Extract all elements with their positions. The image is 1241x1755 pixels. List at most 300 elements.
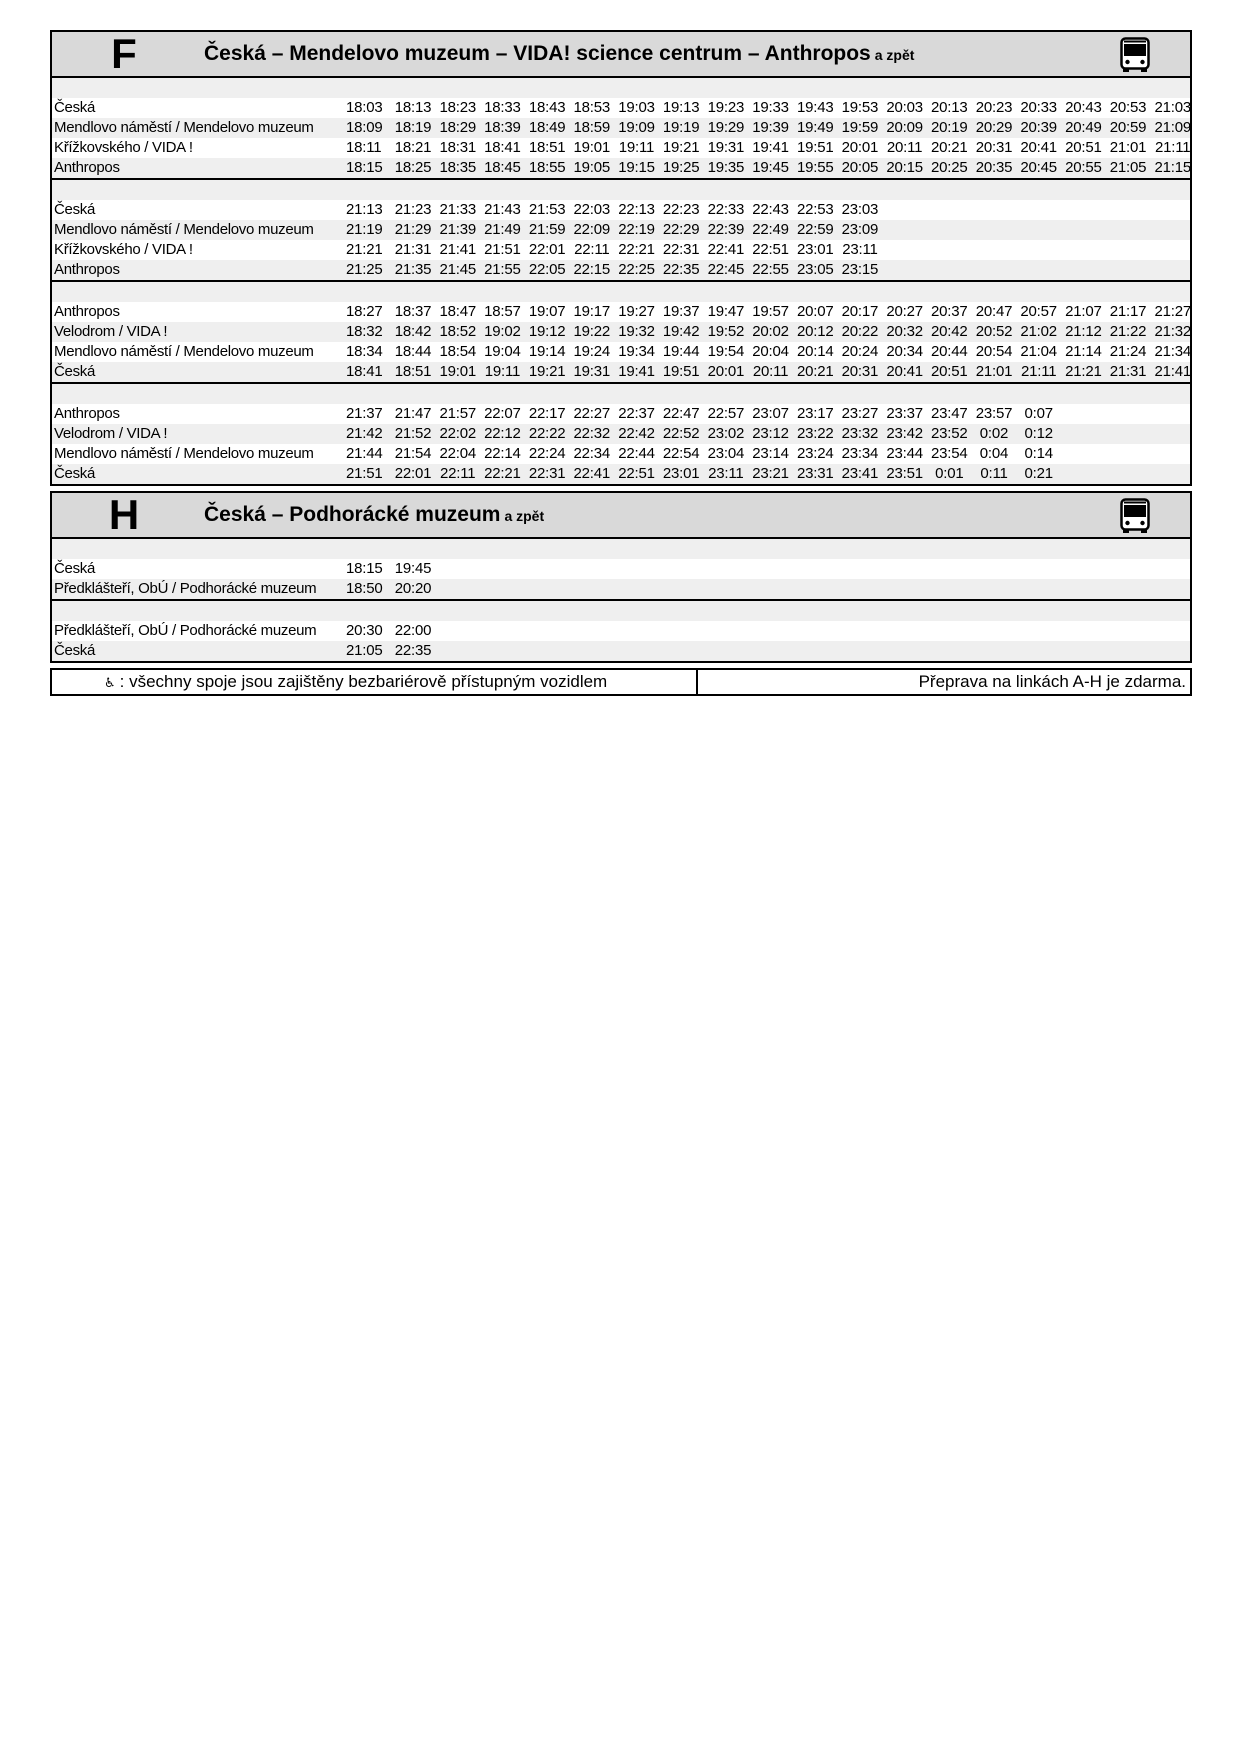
table-row (52, 118, 1190, 138)
departure-time: 20:30 (346, 622, 383, 639)
departure-time: 22:01 (528, 241, 566, 258)
departure-time: 22:51 (618, 465, 655, 482)
departure-time: 18:03 (346, 99, 383, 116)
departure-time: 20:15 (886, 159, 923, 176)
departure-time: 22:03 (573, 201, 611, 218)
departure-time: 18:54 (439, 343, 476, 360)
departure-time: 22:59 (796, 221, 834, 238)
departure-time: 21:41 (439, 241, 476, 258)
departure-time: 20:41 (1020, 139, 1057, 156)
departure-time: 21:31 (1109, 363, 1147, 380)
departure-time: 18:49 (528, 119, 566, 136)
section-spacer (52, 78, 1190, 98)
departure-time: 18:51 (394, 363, 432, 380)
departure-time: 0:04 (979, 445, 1009, 462)
departure-time: 21:42 (346, 425, 383, 442)
departure-time: 0:11 (980, 465, 1008, 482)
departure-time: 19:11 (484, 363, 521, 380)
departure-time: 20:14 (796, 343, 834, 360)
departure-time: 20:21 (796, 363, 834, 380)
stop-name: Česká (54, 560, 96, 577)
departure-time: 23:07 (752, 405, 789, 422)
departure-time: 19:34 (618, 343, 655, 360)
departure-time: 21:21 (346, 241, 383, 258)
departure-time: 18:32 (346, 323, 383, 340)
departure-time: 21:02 (1020, 323, 1057, 340)
departure-time: 23:32 (841, 425, 879, 442)
departure-time: 19:35 (707, 159, 745, 176)
stop-name: Velodrom / VIDA ! (54, 323, 168, 340)
departure-time: 21:57 (439, 405, 476, 422)
departure-time: 23:01 (796, 241, 834, 258)
section-spacer (52, 282, 1190, 302)
table-row (52, 444, 1190, 464)
departure-time: 21:44 (346, 445, 383, 462)
departure-time: 21:47 (394, 405, 432, 422)
line-title (204, 32, 914, 77)
line-header (52, 493, 1190, 539)
departure-time: 20:49 (1065, 119, 1102, 136)
departure-time: 23:27 (841, 405, 879, 422)
departure-time: 22:00 (394, 622, 432, 639)
departure-time: 18:29 (439, 119, 476, 136)
table-row (52, 362, 1190, 382)
departure-time: 19:17 (573, 303, 611, 320)
departure-time: 18:21 (394, 139, 432, 156)
departure-time: 21:23 (394, 201, 432, 218)
departure-time: 20:04 (752, 343, 789, 360)
departure-time: 21:33 (439, 201, 476, 218)
departure-time: 0:21 (1024, 465, 1053, 482)
departure-time: 22:14 (484, 445, 521, 462)
departure-time: 19:25 (662, 159, 700, 176)
departure-time: 20:19 (931, 119, 968, 136)
accessibility-note-text: : všechny spoje jsou zajištěny bezbariérově přístupným vozidlem (119, 672, 608, 691)
departure-times (346, 158, 1195, 178)
departure-time: 18:47 (439, 303, 476, 320)
departure-time: 21:04 (1020, 343, 1057, 360)
departure-time: 18:53 (573, 99, 611, 116)
departure-time: 22:45 (707, 261, 745, 278)
departure-time: 19:22 (573, 323, 611, 340)
departure-time: 20:42 (931, 323, 968, 340)
departure-time: 18:27 (346, 303, 383, 320)
departure-time: 19:19 (662, 119, 700, 136)
departure-time: 21:11 (1020, 363, 1057, 380)
departure-times (346, 559, 1190, 579)
departure-time: 19:55 (796, 159, 834, 176)
departure-time: 20:11 (752, 363, 789, 380)
departure-time: 18:33 (484, 99, 521, 116)
stop-name: Předklášteří, ObÚ / Podhorácké muzeum (54, 580, 317, 597)
departure-time: 20:03 (886, 99, 923, 116)
departure-time: 19:21 (662, 139, 700, 156)
departure-time: 20:25 (931, 159, 968, 176)
departure-time: 22:27 (573, 405, 611, 422)
line-return-note: a zpět (874, 47, 915, 63)
departure-time: 18:42 (394, 323, 432, 340)
departure-time: 21:59 (528, 221, 566, 238)
departure-time: 19:51 (662, 363, 700, 380)
departure-time: 20:13 (931, 99, 968, 116)
departure-times (346, 362, 1195, 382)
departure-time: 19:01 (439, 363, 476, 380)
departure-time: 20:34 (886, 343, 923, 360)
departure-time: 21:25 (346, 261, 383, 278)
departure-time: 19:31 (707, 139, 745, 156)
departure-time: 19:54 (707, 343, 745, 360)
departure-time: 18:15 (346, 560, 383, 577)
departure-time: 21:09 (1154, 119, 1191, 136)
departure-time: 21:19 (346, 221, 383, 238)
departure-time: 21:29 (394, 221, 432, 238)
departure-time: 22:21 (618, 241, 655, 258)
line-block-h (50, 491, 1192, 663)
departure-time: 19:52 (707, 323, 745, 340)
departure-times (346, 342, 1195, 362)
departure-time: 22:19 (618, 221, 655, 238)
departure-time: 23:14 (752, 445, 789, 462)
departure-time: 22:53 (796, 201, 834, 218)
departure-time: 18:52 (439, 323, 476, 340)
departure-time: 19:41 (752, 139, 789, 156)
departure-time: 18:50 (346, 580, 383, 597)
departure-time: 18:34 (346, 343, 383, 360)
line-title (204, 493, 544, 538)
departure-time: 18:25 (394, 159, 432, 176)
departure-time: 19:12 (528, 323, 566, 340)
departure-time: 19:31 (573, 363, 611, 380)
timetable-footer (50, 668, 1192, 696)
departure-time: 18:39 (484, 119, 521, 136)
departure-time: 18:41 (346, 363, 383, 380)
line-block-f (50, 30, 1192, 486)
stop-name: Česká (54, 465, 96, 482)
departure-time: 20:12 (796, 323, 834, 340)
departure-time: 20:45 (1020, 159, 1057, 176)
departure-time: 21:22 (1109, 323, 1147, 340)
stop-name: Mendlovo náměstí / Mendelovo muzeum (54, 343, 314, 360)
departure-time: 21:03 (1154, 99, 1191, 116)
departure-time: 19:32 (618, 323, 655, 340)
departure-time: 22:34 (573, 445, 611, 462)
stop-name: Křížkovského / VIDA ! (54, 241, 193, 258)
departure-time: 22:41 (573, 465, 611, 482)
stop-name: Česká (54, 642, 96, 659)
departure-time: 22:54 (662, 445, 700, 462)
departure-time: 21:34 (1154, 343, 1191, 360)
departure-time: 20:31 (841, 363, 879, 380)
section-spacer (52, 384, 1190, 404)
departure-time: 21:51 (484, 241, 521, 258)
departure-time: 23:11 (842, 241, 878, 258)
departure-time: 19:02 (484, 323, 521, 340)
departure-times (346, 621, 1190, 641)
departure-time: 18:37 (394, 303, 432, 320)
departure-time: 22:15 (573, 261, 611, 278)
departure-times (346, 302, 1195, 322)
departure-time: 23:51 (886, 465, 923, 482)
line-route: Česká – Mendelovo muzeum – VIDA! science centrum – Anthropos (204, 42, 871, 65)
departure-time: 20:21 (931, 139, 968, 156)
departure-time: 20:53 (1109, 99, 1147, 116)
departure-time: 20:02 (752, 323, 789, 340)
stop-name: Mendlovo náměstí / Mendelovo muzeum (54, 119, 314, 136)
departure-time: 19:29 (707, 119, 745, 136)
departure-time: 19:15 (618, 159, 655, 176)
timetable-section (52, 539, 1190, 601)
departure-time: 20:55 (1065, 159, 1102, 176)
departure-time: 23:57 (975, 405, 1013, 422)
accessibility-note (52, 670, 698, 694)
departure-time: 22:17 (528, 405, 566, 422)
departure-time: 18:44 (394, 343, 432, 360)
departure-times (346, 579, 1190, 599)
departure-time: 22:49 (752, 221, 789, 238)
timetable-section (52, 282, 1190, 384)
departure-time: 23:21 (752, 465, 789, 482)
line-return-note: a zpět (504, 508, 545, 524)
departure-time: 19:07 (528, 303, 566, 320)
departure-time: 23:44 (886, 445, 923, 462)
departure-time: 21:07 (1065, 303, 1102, 320)
departure-time: 20:01 (707, 363, 745, 380)
table-row (52, 158, 1190, 178)
departure-time: 21:45 (439, 261, 476, 278)
departure-time: 19:45 (394, 560, 432, 577)
departure-time: 22:11 (440, 465, 476, 482)
departure-time: 23:37 (886, 405, 923, 422)
departure-time: 23:34 (841, 445, 879, 462)
bus-icon (1120, 37, 1150, 73)
departure-time: 21:15 (1154, 159, 1191, 176)
departure-time: 19:59 (841, 119, 879, 136)
departure-time: 19:05 (573, 159, 611, 176)
departure-time: 23:02 (707, 425, 745, 442)
departure-time: 19:51 (796, 139, 834, 156)
table-row (52, 342, 1190, 362)
departure-time: 22:31 (528, 465, 566, 482)
departure-times (346, 260, 1190, 280)
departure-time: 20:47 (975, 303, 1013, 320)
departure-time: 22:11 (574, 241, 610, 258)
departure-time: 18:11 (346, 139, 382, 156)
departure-times (346, 240, 1190, 260)
departure-time: 22:43 (752, 201, 789, 218)
stop-name: Česká (54, 363, 96, 380)
stop-name: Velodrom / VIDA ! (54, 425, 168, 442)
departure-time: 21:27 (1154, 303, 1191, 320)
departure-time: 23:41 (841, 465, 879, 482)
departure-time: 20:31 (975, 139, 1013, 156)
departure-time: 21:51 (346, 465, 383, 482)
departure-time: 22:23 (662, 201, 700, 218)
departure-time: 20:01 (841, 139, 879, 156)
departure-time: 22:35 (394, 642, 432, 659)
table-row (52, 260, 1190, 280)
departure-time: 22:09 (573, 221, 611, 238)
departure-time: 20:41 (886, 363, 923, 380)
departure-time: 22:44 (618, 445, 655, 462)
departure-time: 21:32 (1154, 323, 1191, 340)
departure-time: 22:21 (484, 465, 521, 482)
departure-times (346, 118, 1195, 138)
departure-time: 22:22 (528, 425, 566, 442)
departure-time: 20:22 (841, 323, 879, 340)
departure-time: 21:49 (484, 221, 521, 238)
departure-time: 19:04 (484, 343, 521, 360)
section-spacer (52, 180, 1190, 200)
departure-time: 22:24 (528, 445, 566, 462)
departure-time: 21:43 (484, 201, 521, 218)
departure-time: 21:35 (394, 261, 432, 278)
departure-time: 0:12 (1024, 425, 1053, 442)
departure-time: 19:53 (841, 99, 879, 116)
departure-time: 18:41 (484, 139, 521, 156)
table-row (52, 621, 1190, 641)
departure-time: 19:03 (618, 99, 655, 116)
departure-time: 23:31 (796, 465, 834, 482)
stop-name: Česká (54, 201, 96, 218)
departure-time: 19:47 (707, 303, 745, 320)
departure-time: 18:23 (439, 99, 476, 116)
departure-time: 0:02 (979, 425, 1009, 442)
departure-times (346, 220, 1190, 240)
departure-time: 19:44 (662, 343, 700, 360)
departure-time: 18:43 (528, 99, 566, 116)
table-row (52, 464, 1190, 484)
departure-time: 20:05 (841, 159, 879, 176)
departure-time: 22:07 (484, 405, 521, 422)
departure-time: 19:24 (573, 343, 611, 360)
table-row (52, 200, 1190, 220)
departure-time: 18:51 (528, 139, 566, 156)
departure-time: 22:25 (618, 261, 655, 278)
departure-time: 22:02 (439, 425, 476, 442)
departure-time: 22:12 (484, 425, 521, 442)
departure-time: 20:07 (796, 303, 834, 320)
departure-times (346, 322, 1195, 342)
departure-time: 22:41 (707, 241, 745, 258)
departure-time: 22:39 (707, 221, 745, 238)
departure-time: 19:37 (662, 303, 700, 320)
lines-container (50, 30, 1192, 663)
departure-time: 22:57 (707, 405, 745, 422)
departure-time: 21:21 (1065, 363, 1102, 380)
departure-time: 23:42 (886, 425, 923, 442)
departure-time: 22:55 (752, 261, 789, 278)
table-row (52, 579, 1190, 599)
departure-time: 22:33 (707, 201, 745, 218)
departure-time: 0:01 (935, 465, 964, 482)
departure-time: 20:35 (975, 159, 1013, 176)
departure-time: 22:05 (528, 261, 566, 278)
departure-times (346, 464, 1190, 484)
stop-name: Anthropos (54, 303, 120, 320)
stop-name: Mendlovo náměstí / Mendelovo muzeum (54, 445, 314, 462)
stop-name: Předklášteří, ObÚ / Podhorácké muzeum (54, 622, 317, 639)
departure-time: 20:59 (1109, 119, 1147, 136)
departure-time: 21:31 (394, 241, 432, 258)
departure-time: 23:52 (931, 425, 968, 442)
departure-time: 23:12 (752, 425, 789, 442)
departure-time: 20:52 (975, 323, 1013, 340)
departure-time: 21:05 (346, 642, 383, 659)
departure-time: 20:33 (1020, 99, 1057, 116)
departure-time: 21:52 (394, 425, 432, 442)
departure-time: 20:09 (886, 119, 923, 136)
departure-times (346, 641, 1190, 661)
departure-time: 23:03 (841, 201, 879, 218)
departure-time: 20:29 (975, 119, 1013, 136)
stop-name: Anthropos (54, 159, 120, 176)
departure-time: 20:11 (886, 139, 923, 156)
timetable-section (52, 78, 1190, 180)
departure-time: 18:57 (484, 303, 521, 320)
departure-time: 21:14 (1065, 343, 1102, 360)
departure-time: 23:05 (796, 261, 834, 278)
departure-time: 22:01 (394, 465, 432, 482)
departure-time: 20:24 (841, 343, 879, 360)
table-row (52, 302, 1190, 322)
table-row (52, 138, 1190, 158)
departure-time: 22:13 (618, 201, 655, 218)
departure-time: 21:01 (975, 363, 1013, 380)
departure-time: 19:39 (752, 119, 789, 136)
free-transport-note: Přeprava na linkách A-H je zdarma. (918, 672, 1186, 691)
departure-time: 19:41 (618, 363, 655, 380)
departure-time: 20:23 (975, 99, 1013, 116)
departure-time: 22:31 (662, 241, 700, 258)
departure-time: 19:13 (662, 99, 700, 116)
departure-time: 20:17 (841, 303, 879, 320)
departure-time: 23:17 (796, 405, 834, 422)
wheelchair-icon: ♿ (104, 675, 116, 690)
departure-times (346, 444, 1190, 464)
stop-name: Anthropos (54, 405, 120, 422)
departure-time: 18:09 (346, 119, 383, 136)
departure-time: 18:13 (394, 99, 432, 116)
departure-time: 20:44 (931, 343, 968, 360)
departure-time: 22:42 (618, 425, 655, 442)
departure-time: 0:07 (1024, 405, 1053, 422)
departure-time: 22:51 (752, 241, 789, 258)
departure-time: 20:57 (1020, 303, 1057, 320)
departure-time: 19:09 (618, 119, 655, 136)
departure-time: 23:04 (707, 445, 745, 462)
departure-time: 21:37 (346, 405, 383, 422)
departure-time: 23:01 (662, 465, 700, 482)
departure-time: 23:09 (841, 221, 879, 238)
departure-time: 21:54 (394, 445, 432, 462)
departure-time: 20:32 (886, 323, 923, 340)
departure-time: 22:04 (439, 445, 476, 462)
departure-time: 21:12 (1065, 323, 1102, 340)
departure-time: 23:47 (931, 405, 968, 422)
departure-time: 22:29 (662, 221, 700, 238)
departure-time: 21:24 (1109, 343, 1147, 360)
departure-times (346, 138, 1195, 158)
departure-time: 23:22 (796, 425, 834, 442)
departure-times (346, 200, 1190, 220)
section-spacer (52, 539, 1190, 559)
departure-time: 21:11 (1155, 139, 1191, 156)
table-row (52, 424, 1190, 444)
line-route: Česká – Podhorácké muzeum (204, 503, 501, 526)
departure-time: 19:57 (752, 303, 789, 320)
departure-time: 23:11 (708, 465, 744, 482)
timetable-page (50, 30, 1192, 696)
